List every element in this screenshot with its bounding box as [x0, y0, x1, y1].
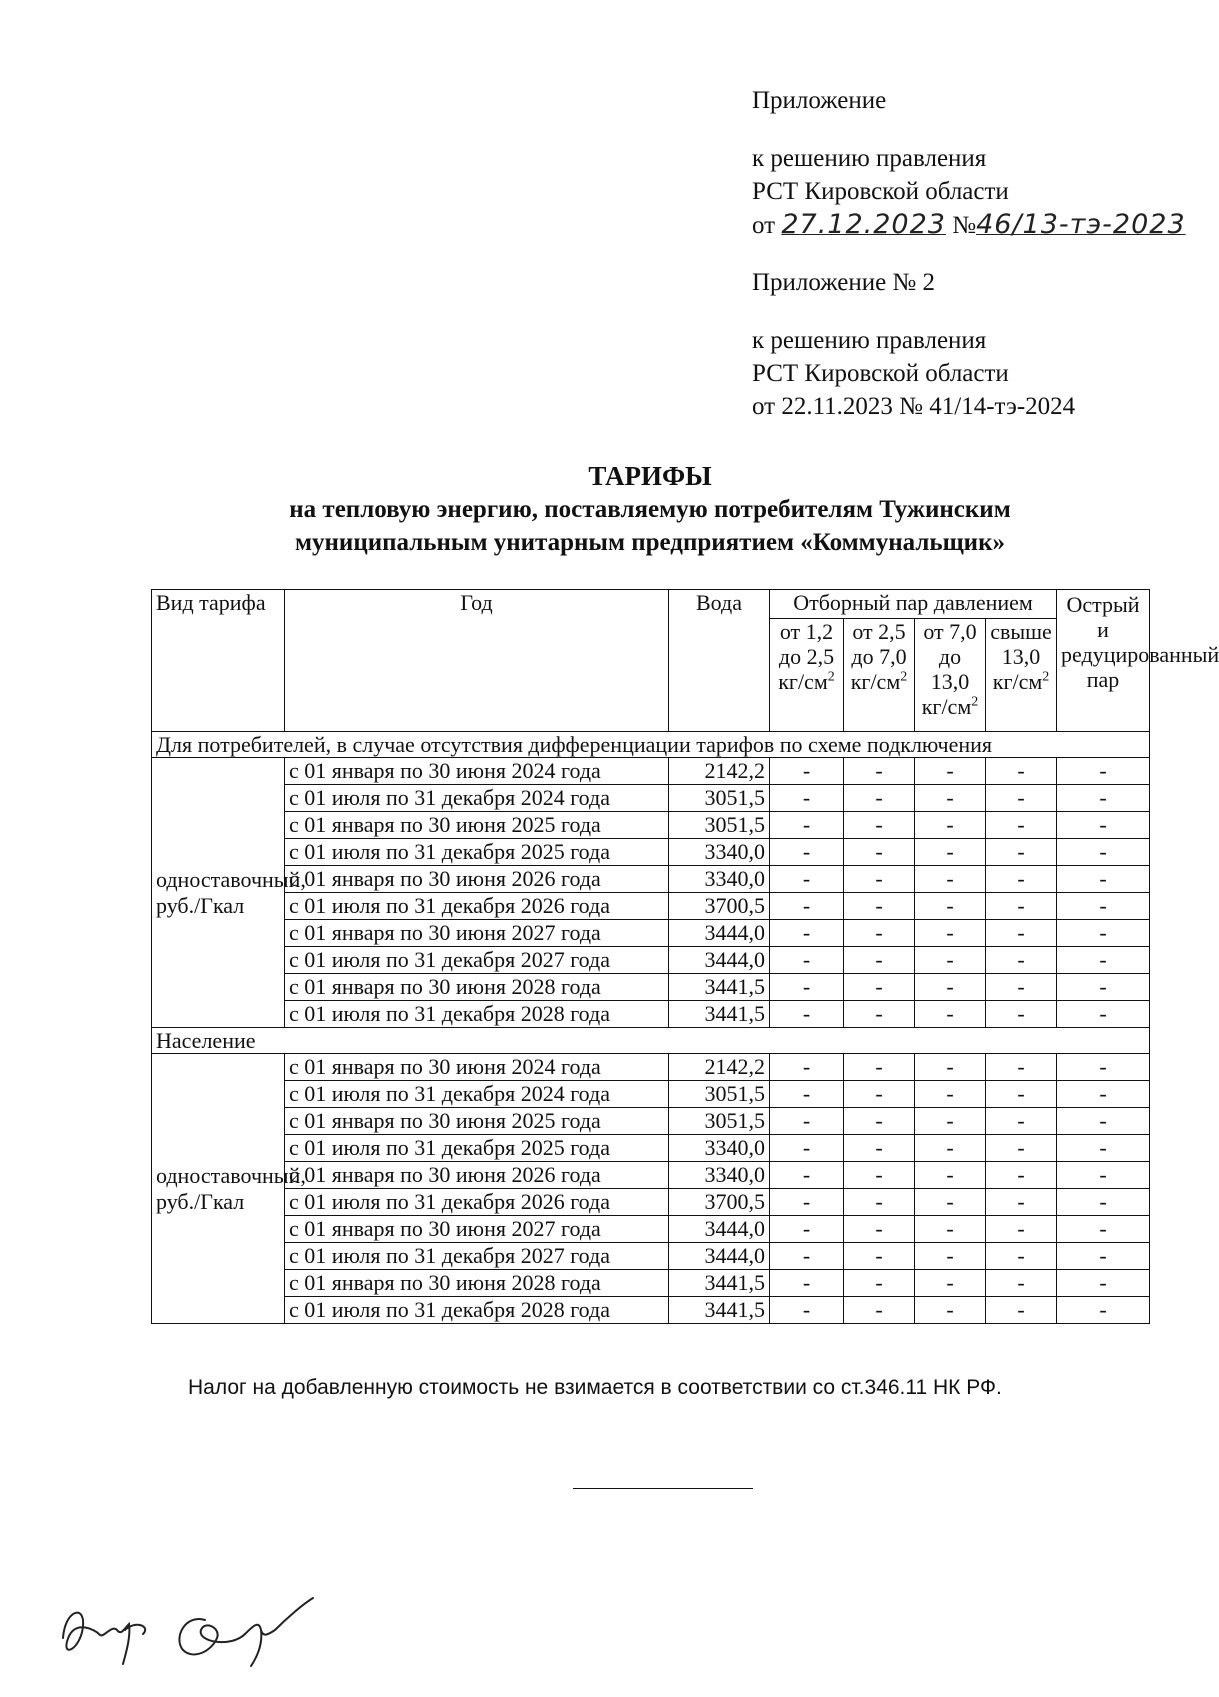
water-value-cell: 3051,5 — [669, 1108, 770, 1135]
empty-value-cell-p2: - — [844, 1054, 915, 1081]
empty-value-cell-sharp: - — [1057, 758, 1150, 785]
empty-value-cell-p1: - — [770, 1189, 844, 1216]
empty-value-cell-p2: - — [844, 1135, 915, 1162]
empty-value-cell-p4: - — [986, 1135, 1057, 1162]
empty-value-cell-p2: - — [844, 1216, 915, 1243]
empty-value-cell-p1: - — [770, 1243, 844, 1270]
annex-1-num-prefix: № — [952, 212, 977, 239]
empty-value-cell-p2: - — [844, 1270, 915, 1297]
table-row — [152, 1270, 1150, 1297]
empty-value-cell-p3: - — [915, 920, 986, 947]
empty-value-cell-p2: - — [844, 920, 915, 947]
table-row — [152, 1189, 1150, 1216]
empty-value-cell-sharp: - — [1057, 1216, 1150, 1243]
empty-value-cell-p4: - — [986, 893, 1057, 920]
water-value-cell: 3441,5 — [669, 1001, 770, 1028]
empty-value-cell-p2: - — [844, 947, 915, 974]
header-pressure-3-exp: 2 — [971, 694, 979, 710]
empty-value-cell-p3: - — [915, 758, 986, 785]
empty-value-cell-p3: - — [915, 1001, 986, 1028]
period-cell: с 01 июля по 31 декабря 2025 года — [285, 1135, 669, 1162]
heading-title: ТАРИФЫ — [588, 461, 712, 491]
water-value-cell: 3700,5 — [669, 1189, 770, 1216]
empty-value-cell-p3: - — [915, 947, 986, 974]
empty-value-cell-sharp: - — [1057, 866, 1150, 893]
period-cell: с 01 января по 30 июня 2027 года — [285, 920, 669, 947]
period-cell: с 01 июля по 31 декабря 2024 года — [285, 785, 669, 812]
annex-2-line1: к решению правления — [752, 327, 987, 354]
period-cell: с 01 января по 30 июня 2025 года — [285, 1108, 669, 1135]
annex-1-block — [752, 84, 1186, 242]
heading-line1: на тепловую энергию, поставляемую потребителям Тужинским — [289, 496, 1011, 523]
period-cell: с 01 января по 30 июня 2028 года — [285, 1270, 669, 1297]
header-pressure-3-text: от 7,0 до 13,0 кг/см — [921, 619, 977, 719]
table-row — [152, 1216, 1150, 1243]
handwritten-number: 46/13-тэ-2023 — [976, 209, 1186, 240]
empty-value-cell-p4: - — [986, 785, 1057, 812]
empty-value-cell-p3: - — [915, 1054, 986, 1081]
empty-value-cell-p4: - — [986, 1054, 1057, 1081]
annex-1-line1: к решению правления — [752, 145, 987, 172]
header-pressure-1-text: от 1,2 до 2,5 кг/см — [778, 619, 835, 694]
end-divider — [573, 1488, 753, 1489]
empty-value-cell-p3: - — [915, 1189, 986, 1216]
annex-2-title: Приложение № 2 — [752, 269, 936, 296]
table-row — [152, 1297, 1150, 1324]
empty-value-cell-p3: - — [915, 1243, 986, 1270]
empty-value-cell-p1: - — [770, 1081, 844, 1108]
document-heading — [150, 460, 1150, 559]
water-value-cell: 2142,2 — [669, 758, 770, 785]
signature-1 — [63, 1613, 145, 1664]
table-row — [152, 839, 1150, 866]
period-cell: с 01 июля по 31 декабря 2026 года — [285, 893, 669, 920]
empty-value-cell-p1: - — [770, 758, 844, 785]
section-header-row — [152, 732, 1150, 758]
empty-value-cell-p4: - — [986, 866, 1057, 893]
water-value-cell: 2142,2 — [669, 1054, 770, 1081]
header-pressure-2-exp: 2 — [900, 669, 908, 685]
header-pressure-1-exp: 2 — [827, 669, 835, 685]
empty-value-cell-sharp: - — [1057, 1135, 1150, 1162]
section-title: Для потребителей, в случае отсутствия дифференциации тарифов по схеме подключения — [152, 732, 1150, 758]
header-year: Год — [285, 590, 669, 732]
header-steam: Отборный пар давлением — [770, 590, 1057, 619]
empty-value-cell-p4: - — [986, 1162, 1057, 1189]
empty-value-cell-p3: - — [915, 1108, 986, 1135]
header-sharp-steam: Острый и редуцированный пар — [1057, 590, 1150, 732]
water-value-cell: 3444,0 — [669, 1243, 770, 1270]
period-cell: с 01 января по 30 июня 2026 года — [285, 866, 669, 893]
water-value-cell: 3444,0 — [669, 947, 770, 974]
tariff-table-body — [152, 732, 1150, 1324]
empty-value-cell-p4: - — [986, 1108, 1057, 1135]
annex-2-line2: РСТ Кировской области — [752, 360, 1009, 387]
empty-value-cell-sharp: - — [1057, 1001, 1150, 1028]
empty-value-cell-sharp: - — [1057, 1108, 1150, 1135]
water-value-cell: 3700,5 — [669, 893, 770, 920]
table-row — [152, 1081, 1150, 1108]
empty-value-cell-sharp: - — [1057, 920, 1150, 947]
empty-value-cell-sharp: - — [1057, 839, 1150, 866]
period-cell: с 01 января по 30 июня 2028 года — [285, 974, 669, 1001]
water-value-cell: 3051,5 — [669, 785, 770, 812]
empty-value-cell-p2: - — [844, 974, 915, 1001]
period-cell: с 01 июля по 31 декабря 2025 года — [285, 839, 669, 866]
empty-value-cell-p1: - — [770, 947, 844, 974]
empty-value-cell-p3: - — [915, 1081, 986, 1108]
empty-value-cell-sharp: - — [1057, 1081, 1150, 1108]
empty-value-cell-p4: - — [986, 1001, 1057, 1028]
period-cell: с 01 июля по 31 декабря 2024 года — [285, 1081, 669, 1108]
annex-2-block — [752, 266, 1075, 423]
empty-value-cell-p1: - — [770, 1108, 844, 1135]
empty-value-cell-p1: - — [770, 866, 844, 893]
table-row — [152, 974, 1150, 1001]
period-cell: с 01 января по 30 июня 2025 года — [285, 812, 669, 839]
empty-value-cell-p2: - — [844, 1162, 915, 1189]
empty-value-cell-p4: - — [986, 839, 1057, 866]
empty-value-cell-p3: - — [915, 1162, 986, 1189]
header-pressure-1 — [770, 619, 844, 732]
table-row — [152, 1054, 1150, 1081]
annex-1-line2: РСТ Кировской области — [752, 178, 1009, 205]
empty-value-cell-sharp: - — [1057, 812, 1150, 839]
empty-value-cell-p4: - — [986, 812, 1057, 839]
table-row — [152, 1001, 1150, 1028]
period-cell: с 01 июля по 31 декабря 2028 года — [285, 1001, 669, 1028]
annex-1-title: Приложение — [752, 87, 887, 114]
empty-value-cell-p1: - — [770, 1270, 844, 1297]
vat-note: Налог на добавленную стоимость не взимается в соответствии со ст.346.11 НК РФ. — [188, 1376, 1002, 1399]
empty-value-cell-p3: - — [915, 1135, 986, 1162]
empty-value-cell-p2: - — [844, 1243, 915, 1270]
water-value-cell: 3340,0 — [669, 839, 770, 866]
empty-value-cell-p1: - — [770, 1001, 844, 1028]
empty-value-cell-p1: - — [770, 1135, 844, 1162]
empty-value-cell-p1: - — [770, 1216, 844, 1243]
header-pressure-4 — [986, 619, 1057, 732]
period-cell: с 01 июля по 31 декабря 2028 года — [285, 1297, 669, 1324]
empty-value-cell-sharp: - — [1057, 1189, 1150, 1216]
empty-value-cell-p3: - — [915, 1270, 986, 1297]
empty-value-cell-p1: - — [770, 839, 844, 866]
table-row — [152, 758, 1150, 785]
period-cell: с 01 января по 30 июня 2024 года — [285, 1054, 669, 1081]
table-row — [152, 893, 1150, 920]
header-water: Вода — [669, 590, 770, 732]
empty-value-cell-sharp: - — [1057, 785, 1150, 812]
header-pressure-2-text: от 2,5 до 7,0 кг/см — [850, 619, 907, 694]
tariff-table — [151, 589, 1219, 1324]
empty-value-cell-p2: - — [844, 1081, 915, 1108]
section-header-row — [152, 1028, 1150, 1054]
empty-value-cell-p3: - — [915, 812, 986, 839]
empty-value-cell-p3: - — [915, 866, 986, 893]
empty-value-cell-p2: - — [844, 839, 915, 866]
water-value-cell: 3340,0 — [669, 866, 770, 893]
period-cell: с 01 июля по 31 декабря 2027 года — [285, 1243, 669, 1270]
table-row — [152, 1135, 1150, 1162]
empty-value-cell-p3: - — [915, 893, 986, 920]
annex-2-line3: от 22.11.2023 № 41/14-тэ-2024 — [752, 393, 1076, 420]
empty-value-cell-p4: - — [986, 1243, 1057, 1270]
empty-value-cell-p4: - — [986, 947, 1057, 974]
heading-line2: муниципальным унитарным предприятием «Коммунальщик» — [295, 529, 1005, 556]
empty-value-cell-p3: - — [915, 1297, 986, 1324]
table-row — [152, 1162, 1150, 1189]
empty-value-cell-sharp: - — [1057, 893, 1150, 920]
empty-value-cell-p1: - — [770, 893, 844, 920]
empty-value-cell-p1: - — [770, 1297, 844, 1324]
table-row — [152, 785, 1150, 812]
empty-value-cell-sharp: - — [1057, 1162, 1150, 1189]
empty-value-cell-p3: - — [915, 974, 986, 1001]
empty-value-cell-p1: - — [770, 920, 844, 947]
water-value-cell: 3340,0 — [669, 1162, 770, 1189]
empty-value-cell-p4: - — [986, 1189, 1057, 1216]
section-title: Население — [152, 1028, 1150, 1054]
empty-value-cell-sharp: - — [1057, 1297, 1150, 1324]
empty-value-cell-p3: - — [915, 839, 986, 866]
tariff-kind-cell: одноставочный, руб./Гкал — [152, 758, 285, 1028]
period-cell: с 01 января по 30 июня 2024 года — [285, 758, 669, 785]
tariff-kind-cell: одноставочный, руб./Гкал — [152, 1054, 285, 1324]
table-row — [152, 920, 1150, 947]
handwritten-signatures — [55, 1590, 355, 1670]
empty-value-cell-sharp: - — [1057, 947, 1150, 974]
empty-value-cell-p4: - — [986, 1216, 1057, 1243]
empty-value-cell-sharp: - — [1057, 1054, 1150, 1081]
empty-value-cell-p3: - — [915, 1216, 986, 1243]
empty-value-cell-p1: - — [770, 974, 844, 1001]
empty-value-cell-p2: - — [844, 893, 915, 920]
water-value-cell: 3051,5 — [669, 1081, 770, 1108]
empty-value-cell-p2: - — [844, 1001, 915, 1028]
water-value-cell: 3051,5 — [669, 812, 770, 839]
water-value-cell: 3441,5 — [669, 974, 770, 1001]
empty-value-cell-p1: - — [770, 1054, 844, 1081]
water-value-cell: 3444,0 — [669, 920, 770, 947]
empty-value-cell-p4: - — [986, 1297, 1057, 1324]
empty-value-cell-p4: - — [986, 758, 1057, 785]
water-value-cell: 3441,5 — [669, 1270, 770, 1297]
empty-value-cell-p2: - — [844, 1189, 915, 1216]
period-cell: с 01 июля по 31 декабря 2027 года — [285, 947, 669, 974]
empty-value-cell-p2: - — [844, 785, 915, 812]
empty-value-cell-p2: - — [844, 758, 915, 785]
empty-value-cell-p4: - — [986, 1270, 1057, 1297]
empty-value-cell-p4: - — [986, 1081, 1057, 1108]
header-kind: Вид тарифа — [152, 590, 285, 732]
table-row — [152, 866, 1150, 893]
header-pressure-4-text: свыше 13,0 кг/см — [990, 619, 1052, 694]
empty-value-cell-p4: - — [986, 920, 1057, 947]
water-value-cell: 3340,0 — [669, 1135, 770, 1162]
water-value-cell: 3441,5 — [669, 1297, 770, 1324]
table-row — [152, 1108, 1150, 1135]
empty-value-cell-sharp: - — [1057, 1243, 1150, 1270]
empty-value-cell-p2: - — [844, 812, 915, 839]
empty-value-cell-sharp: - — [1057, 974, 1150, 1001]
empty-value-cell-p3: - — [915, 785, 986, 812]
table-row — [152, 812, 1150, 839]
empty-value-cell-p2: - — [844, 1108, 915, 1135]
header-pressure-3 — [915, 619, 986, 732]
empty-value-cell-sharp: - — [1057, 1270, 1150, 1297]
empty-value-cell-p4: - — [986, 974, 1057, 1001]
period-cell: с 01 января по 30 июня 2026 года — [285, 1162, 669, 1189]
header-pressure-4-exp: 2 — [1042, 669, 1050, 685]
empty-value-cell-p1: - — [770, 1162, 844, 1189]
signature-2 — [179, 1598, 313, 1666]
empty-value-cell-p1: - — [770, 812, 844, 839]
annex-1-from-prefix: от — [752, 212, 776, 239]
empty-value-cell-p2: - — [844, 1297, 915, 1324]
handwritten-date: 27.12.2023 — [781, 209, 946, 240]
water-value-cell: 3444,0 — [669, 1216, 770, 1243]
annex-1-date-line — [752, 208, 1186, 242]
period-cell: с 01 июля по 31 декабря 2026 года — [285, 1189, 669, 1216]
table-row — [152, 1243, 1150, 1270]
empty-value-cell-p1: - — [770, 785, 844, 812]
period-cell: с 01 января по 30 июня 2027 года — [285, 1216, 669, 1243]
empty-value-cell-p2: - — [844, 866, 915, 893]
header-pressure-2 — [844, 619, 915, 732]
table-row — [152, 947, 1150, 974]
